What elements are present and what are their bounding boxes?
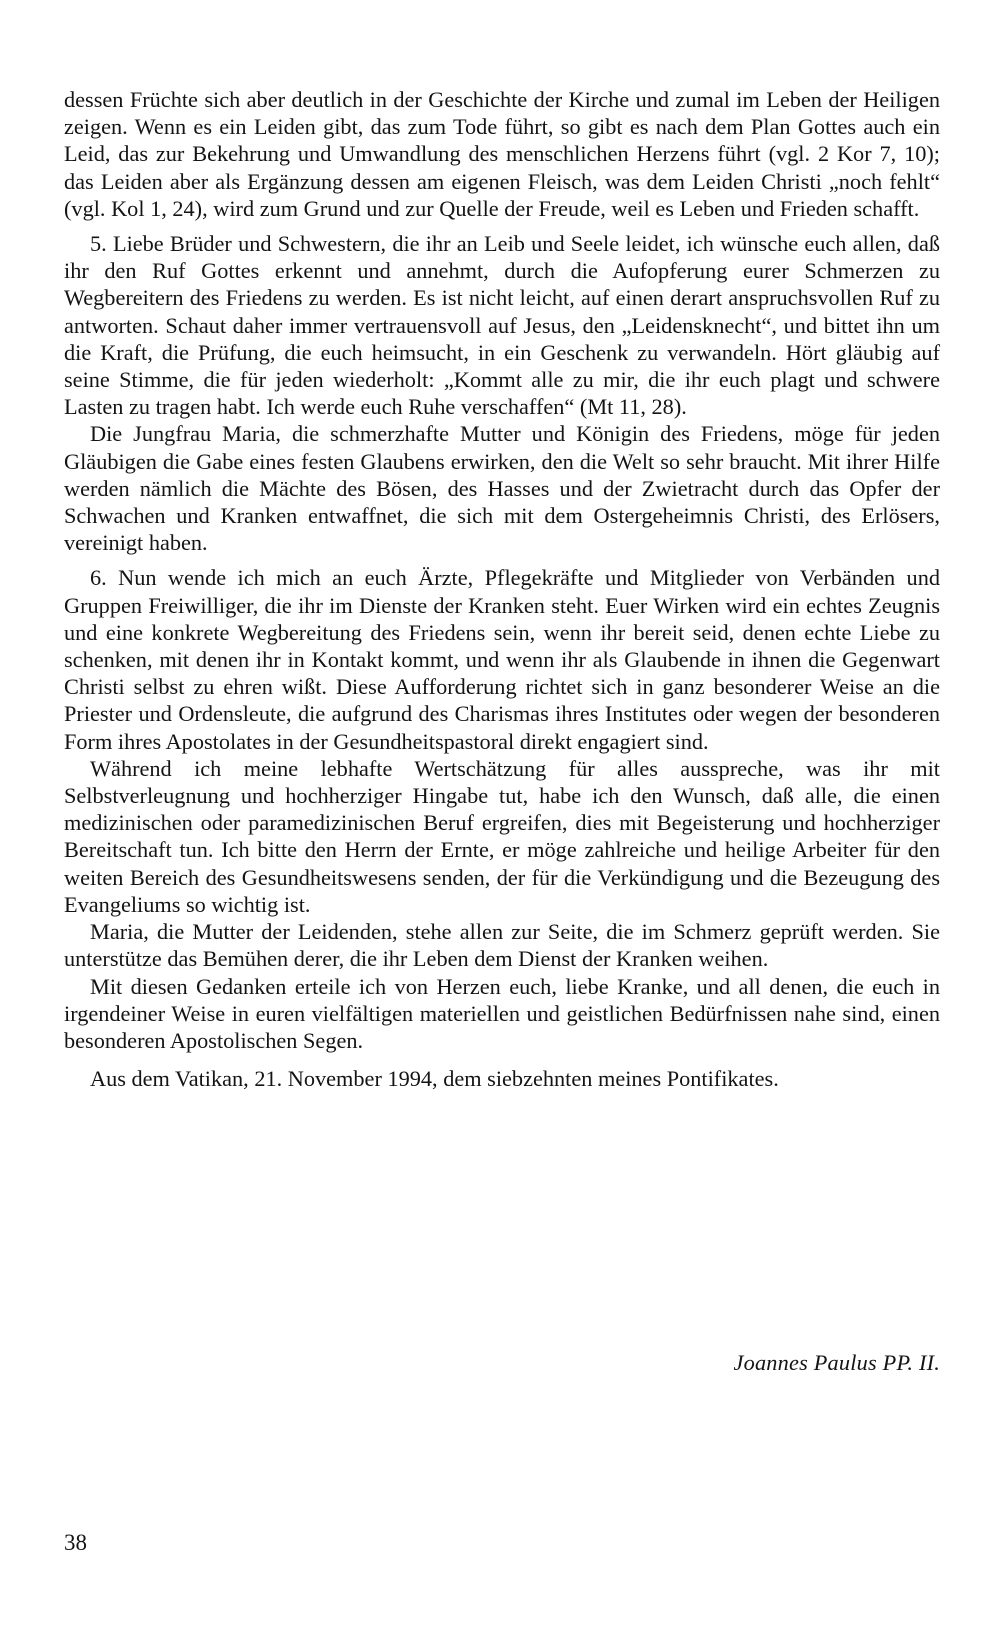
page-number: 38 bbox=[64, 1530, 87, 1555]
paragraph-section-5: 5. Liebe Brüder und Schwestern, die ihr an Leib und Seele leidet, ich wünsche euch allen, daß ihr den Ruf Gottes erkennt und annehmt, durch die Aufopferung eurer Schmerzen zu Wegbereitern des Friedens zu werden. Es ist nicht leicht, auf einen derart anspruchsvollen Ruf zu antworten. Schaut daher immer vertrauensvoll auf Jesus, den „Leidensknecht“, und bittet ihn um die Kraft, die Prüfung, die euch heimsucht, in ein Geschenk zu verwandeln. Hört gläubig auf seine Stimme, die für jeden wiederholt: „Kommt alle zu mir, die ihr euch plagt und schwere Lasten zu tragen habt. Ich werde euch Ruhe verschaffen“ (Mt 11, 28). bbox=[64, 231, 940, 420]
paragraph-section-6: 6. Nun wende ich mich an euch Ärzte, Pflegekräfte und Mitglieder von Verbänden und Gruppen Freiwilliger, die ihr im Dienste der Kranken steht. Euer Wirken wird ein echtes Zeugnis und eine konkrete Wegbereitung des Friedens sein, wenn ihr bereit seid, denen echte Liebe zu schenken, mit denen ihr in Kontakt kommt, und wenn ihr als Glaubende in ihnen die Gegenwart Christi selbst zu ehren wißt. Diese Aufforderung richtet sich in ganz besonderer Weise an die Priester und Ordensleute, die aufgrund des Charismas ihres Institutes oder wegen der besonderen Form ihres Apostolates in der Gesundheitspastoral direkt engagiert sind. bbox=[64, 565, 940, 754]
signature: Joannes Paulus PP. II. bbox=[733, 1350, 940, 1375]
paragraph-appreciation: Während ich meine lebhafte Wertschätzung für alles ausspreche, was ihr mit Selbstverleugnung und hochherziger Hingabe tut, habe ich den Wunsch, daß alle, die einen medizinischen oder paramedizinischen Beruf ergreifen, dies mit Begeisterung und hochherziger Bereitschaft tun. Ich bitte den Herrn der Ernte, er möge zahlreiche und heilige Arbeiter für den weiten Bereich des Gesundheitswesens senden, der für die Verkündigung und die Bezeugung des Evangeliums so wichtig ist. bbox=[64, 755, 940, 917]
body-text bbox=[64, 86, 940, 1092]
paragraph-blessing: Mit diesen Gedanken erteile ich von Herzen euch, liebe Kranke, und all denen, die euch in irgendeiner Weise in euren vielfältigen materiellen und geistlichen Bedürfnissen nahe sind, einen besonderen Apostolischen Segen. bbox=[64, 973, 940, 1053]
dateline: Aus dem Vatikan, 21. November 1994, dem siebzehnten meines Pontifikates. bbox=[90, 1066, 779, 1092]
paragraph-continuation: dessen Früchte sich aber deutlich in der Geschichte der Kirche und zumal im Leben der Heiligen zeigen. Wenn es ein Leiden gibt, das zum Tode führt, so gibt es nach dem Plan Gottes auch ein Leid, das zur Bekehrung und Umwandlung des menschlichen Herzens führt (vgl. 2 Kor 7, 10); das Leiden aber als Ergänzung dessen am eigenen Fleisch, was dem Leiden Christi „noch fehlt“ (vgl. Kol 1, 24), wird zum Grund und zur Quelle der Freude, weil es Leben und Frieden schafft. bbox=[64, 87, 940, 221]
paragraph-mother-of-sufferers: Maria, die Mutter der Leidenden, stehe allen zur Seite, die im Schmerz geprüft werden. Sie unterstütze das Bemühen derer, die ihr Leben dem Dienst der Kranken weihen. bbox=[64, 919, 940, 972]
paragraph-virgin-mary: Die Jungfrau Maria, die schmerzhafte Mutter und Königin des Friedens, möge für jeden Gläubigen die Gabe eines festen Glaubens erwirken, den die Welt so sehr braucht. Mit ihrer Hilfe werden nämlich die Mächte des Bösen, des Hasses und der Zwietracht durch das Opfer der Schwachen und Kranken entwaffnet, die sich mit dem Ostergeheimnis Christi, des Erlösers, vereinigt haben. bbox=[64, 421, 940, 556]
